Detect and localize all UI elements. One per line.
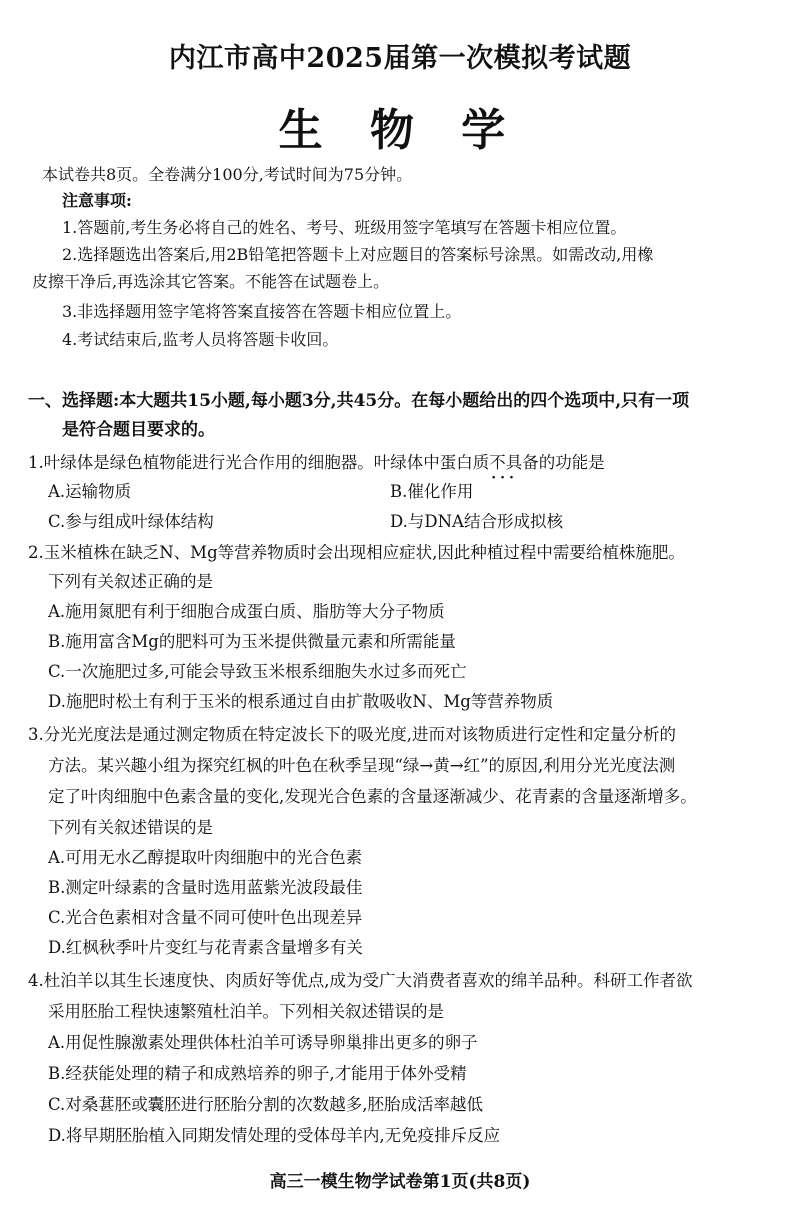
note-1: 1.答题前,考生务必将自己的姓名、考号、班级用签字笔填写在答题卡相应位置。 [62,218,627,237]
question-1-option-c: C.参与组成叶绿体结构 [48,512,214,531]
question-1-stem-emphasis: 不具备 ··· [489,453,539,473]
question-4-option-a: A.用促性腺激素处理供体杜泊羊可诱导卵巢排出更多的卵子 [48,1033,478,1052]
question-1-option-a: A.运输物质 [48,482,132,501]
subject-title: 生 物 学 [278,105,522,156]
question-3-stem-line-3: 定了叶肉细胞中色素含量的变化,发现光合色素的含量逐渐减少、花青素的含量逐渐增多。 [48,787,697,806]
question-1-option-b: B.催化作用 [390,482,474,501]
exam-summary: 本试卷共8页。全卷满分100分,考试时间为75分钟。 [42,165,413,184]
question-2-stem-line-2: 下列有关叙述正确的是 [48,572,213,591]
question-2-option-c: C.一次施肥过多,可能会导致玉米根系细胞失水过多而死亡 [48,662,467,681]
question-4-option-d: D.将早期胚胎植入同期发情处理的受体母羊内,无免疫排斥反应 [48,1126,501,1145]
question-3-option-a: A.可用无水乙醇提取叶肉细胞中的光合色素 [48,848,363,867]
question-4-option-b: B.经获能处理的精子和成熟培养的卵子,才能用于体外受精 [48,1064,467,1083]
notes-heading: 注意事项: [62,191,132,210]
question-3-stem-line-4: 下列有关叙述错误的是 [48,818,213,837]
question-1-option-d: D.与DNA结合形成拟核 [390,512,563,531]
note-2-line-1: 2.选择题选出答案后,用2B铅笔把答题卡上对应题目的答案标号涂黑。如需改动,用橡 [62,245,654,264]
question-3-stem-line-2: 方法。某兴趣小组为探究红枫的叶色在秋季呈现“绿→黄→红”的原因,利用分光光度法测 [48,756,676,775]
section-1-heading-line-1: 一、选择题:本大题共15小题,每小题3分,共45分。在每小题给出的四个选项中,只有一项 [28,391,690,411]
question-3-stem-line-1: 3.分光光度法是通过测定物质在特定波长下的吸光度,进而对该物质进行定性和定量分析的 [28,725,676,744]
exam-title: 内江市高中2025届第一次模拟考试题 [168,43,632,74]
question-1-stem-post: 的功能是 [538,453,605,472]
question-4-stem-line-2: 采用胚胎工程快速繁殖杜泊羊。下列相关叙述错误的是 [48,1002,444,1021]
question-1-stem-pre: 1.叶绿体是绿色植物能进行光合作用的细胞器。叶绿体中蛋白质 [28,453,490,472]
question-2-option-b: B.施用富含Mg的肥料可为玉米提供微量元素和所需能量 [48,632,456,651]
question-3-option-c: C.光合色素相对含量不同可使叶色出现差异 [48,908,363,927]
question-1-stem [28,453,605,473]
page-footer: 高三一模生物学试卷第1页(共8页) [269,1172,531,1192]
question-3-option-d: D.红枫秋季叶片变红与花青素含量增多有关 [48,938,363,957]
question-3-option-b: B.测定叶绿素的含量时选用蓝紫光波段最佳 [48,878,363,897]
question-4-stem-line-1: 4.杜泊羊以其生长速度快、肉质好等优点,成为受广大消费者喜欢的绵羊品种。科研工作者欲 [28,971,693,990]
note-2-line-2: 皮擦干净后,再选涂其它答案。不能答在试题卷上。 [32,272,390,291]
question-2-option-d: D.施肥时松土有利于玉米的根系通过自由扩散吸收N、Mg等营养物质 [48,692,554,711]
question-4-option-c: C.对桑葚胚或囊胚进行胚胎分割的次数越多,胚胎成活率越低 [48,1095,484,1114]
section-1-heading-line-2: 是符合题目要求的。 [62,420,215,440]
note-4: 4.考试结束后,监考人员将答题卡收回。 [62,330,339,349]
question-2-stem-line-1: 2.玉米植株在缺乏N、Mg等营养物质时会出现相应症状,因此种植过程中需要给植株施肥。 [28,543,685,562]
question-2-option-a: A.施用氮肥有利于细胞合成蛋白质、脂肪等大分子物质 [48,602,445,621]
note-3: 3.非选择题用签字笔将答案直接答在答题卡相应位置上。 [62,302,462,321]
